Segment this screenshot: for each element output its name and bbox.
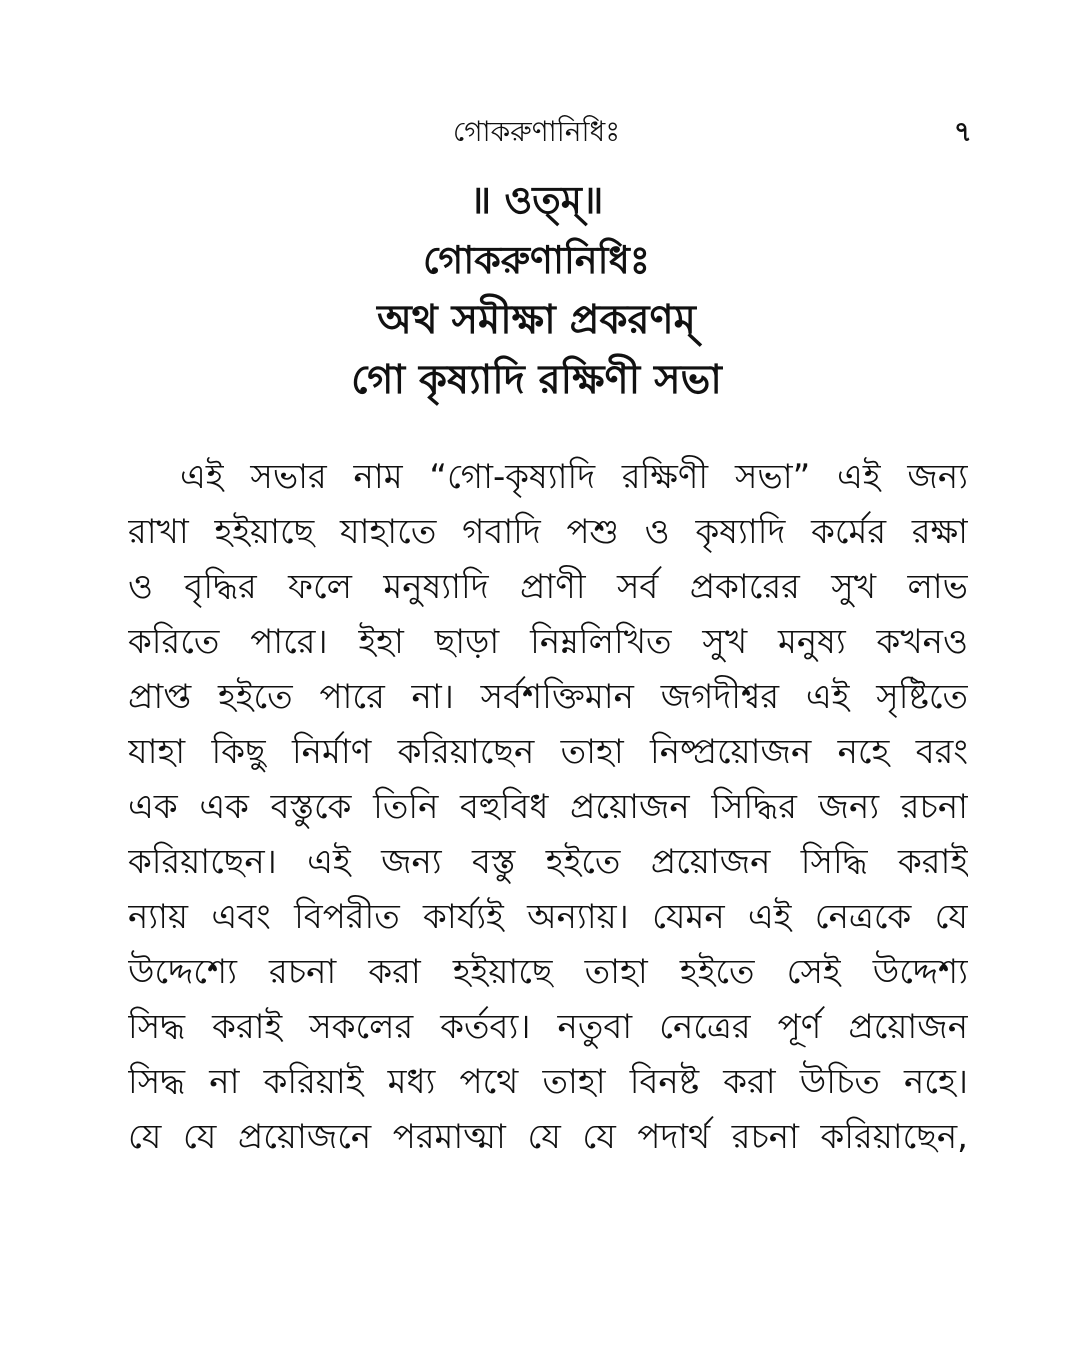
- body-paragraph: [128, 450, 968, 1165]
- page-number: ৭: [953, 115, 972, 148]
- text-line: করিতে পারে। ইহা ছাড়া নিম্নলিখিত সুখ মনুষ্য কখনও: [128, 622, 968, 662]
- om-heading: ॥ ওত্ম্॥: [469, 178, 604, 222]
- heading-block: [0, 170, 1073, 410]
- section-heading: অথ সমীক্ষা প্রকরণম্: [377, 297, 696, 343]
- text-line: ও বৃদ্ধির ফলে মনুষ্যাদি প্রাণী সর্ব প্রকারের সুখ লাভ: [128, 567, 968, 607]
- text-line: রাখা হইয়াছে যাহাতে গবাদি পশু ও কৃষ্যাদি কর্মের রক্ষা: [128, 512, 968, 552]
- text-line: এক এক বস্তুকে তিনি বহুবিধ প্রয়োজন সিদ্ধির জন্য রচনা: [128, 787, 968, 827]
- text-line: যাহা কিছু নির্মাণ করিয়াছেন তাহা নিষ্প্রয়োজন নহে বরং: [128, 732, 968, 772]
- book-title-heading: গোকরুণানিধিঃ: [422, 238, 651, 282]
- running-title: গোকরুণানিধিঃ: [452, 115, 621, 148]
- subsection-heading: গো কৃষ্যাদি রক্ষিণী সভা: [351, 357, 722, 403]
- text-line: প্রাপ্ত হইতে পারে না। সর্বশক্তিমান জগদীশ্বর এই সৃষ্টিতে: [128, 677, 968, 717]
- text-line: উদ্দেশ্যে রচনা করা হইয়াছে তাহা হইতে সেই উদ্দেশ্য: [128, 952, 968, 992]
- text-line: এই সভার নাম “গো-কৃষ্যাদি রক্ষিণী সভা” এই জন্য: [180, 457, 968, 497]
- text-line: ন্যায় এবং বিপরীত কার্য্যই অন্যায়। যেমন এই নেত্রকে যে: [128, 897, 968, 937]
- text-line: সিদ্ধ করাই সকলের কর্তব্য। নতুবা নেত্রের পূর্ণ প্রয়োজন: [128, 1007, 968, 1047]
- text-line: সিদ্ধ না করিয়াই মধ্য পথে তাহা বিনষ্ট করা উচিত নহে।: [128, 1062, 968, 1102]
- text-line: করিয়াছেন। এই জন্য বস্তু হইতে প্রয়োজন সিদ্ধি করাই: [128, 842, 968, 882]
- text-line: যে যে প্রয়োজনে পরমাত্মা যে যে পদার্থ রচনা করিয়াছেন,: [128, 1117, 968, 1157]
